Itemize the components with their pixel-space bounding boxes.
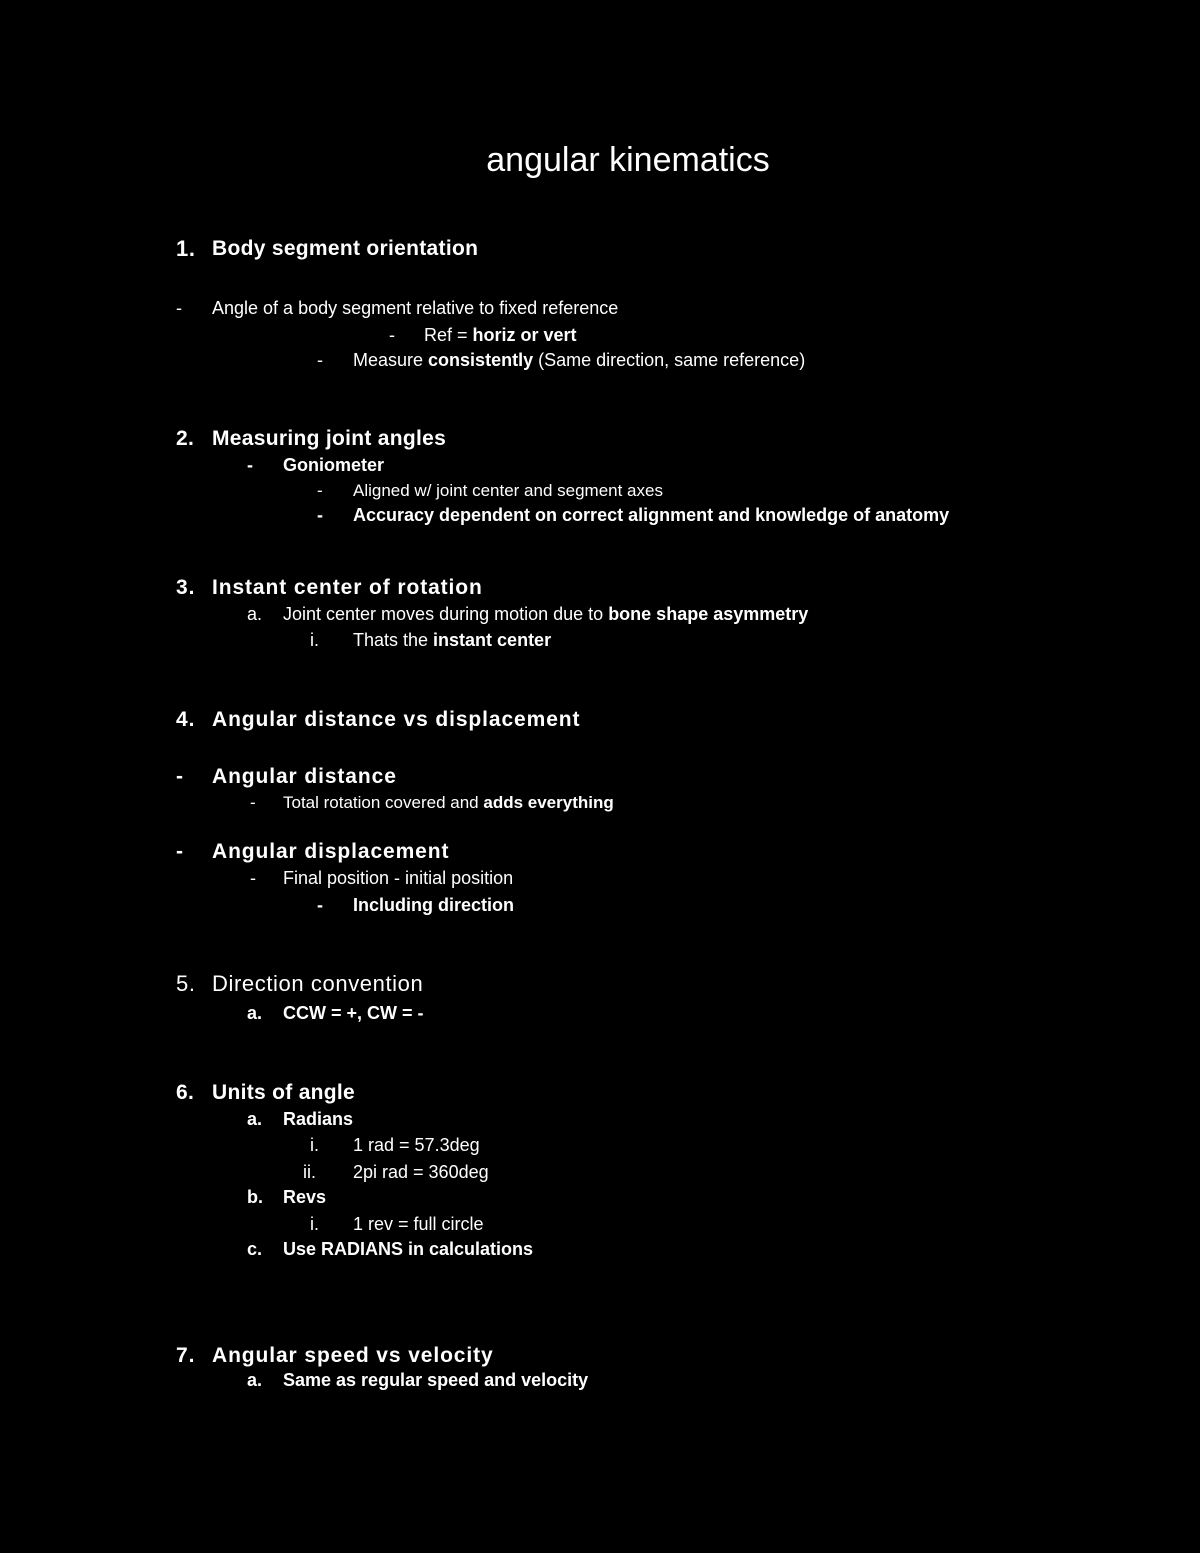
goniometer-label: Goniometer	[283, 455, 385, 475]
list-marker: c.	[247, 1239, 263, 1259]
list-marker: i.	[310, 630, 319, 650]
instant-center-line	[353, 631, 551, 649]
total-rotation-text: Total rotation covered and	[283, 793, 484, 812]
joint-center-line	[283, 605, 808, 623]
measure-post-text: (Same direction, same reference)	[533, 350, 806, 370]
bullet-dash: -	[176, 840, 184, 863]
ccw-convention-line: CCW = +, CW = -	[283, 1003, 424, 1023]
ref-bold-text: horiz or vert	[472, 325, 577, 345]
aligned-line: Aligned w/ joint center and segment axes	[353, 481, 663, 500]
bullet-dash: -	[247, 455, 253, 475]
measure-bold-text: consistently	[428, 350, 534, 370]
bullet-dash: -	[250, 868, 256, 888]
joint-center-bold-text: bone shape asymmetry	[608, 604, 809, 624]
accuracy-line: Accuracy dependent on correct alignment and knowledge of anatomy	[353, 505, 950, 525]
measure-text: Measure	[353, 350, 429, 370]
page-title: angular kinematics	[486, 141, 770, 179]
section-1-number: 1.	[176, 236, 196, 261]
joint-center-text: Joint center moves during motion due to	[283, 604, 609, 624]
total-rotation-bold-text: adds everything	[483, 793, 614, 812]
list-marker: b.	[247, 1187, 263, 1207]
bullet-dash: -	[389, 325, 395, 345]
angular-displacement-heading: Angular displacement	[212, 840, 450, 863]
list-marker: i.	[310, 1214, 319, 1234]
bullet-dash: -	[176, 298, 182, 318]
measure-line	[353, 351, 805, 369]
list-marker: ii.	[303, 1162, 316, 1182]
section-7-heading: Angular speed vs velocity	[212, 1344, 494, 1367]
use-radians-line: Use RADIANS in calculations	[283, 1239, 534, 1259]
section-1-heading: Body segment orientation	[212, 237, 479, 260]
section-6-heading: Units of angle	[212, 1081, 356, 1104]
section-1-line: Angle of a body segment relative to fixed reference	[212, 298, 619, 318]
bullet-dash: -	[176, 765, 184, 788]
section-5-heading: Direction convention	[212, 971, 424, 996]
including-direction-line: Including direction	[353, 895, 514, 915]
bullet-dash: -	[317, 505, 323, 525]
instant-center-bold-text: instant center	[433, 630, 552, 650]
revs-label: Revs	[283, 1187, 327, 1207]
section-2-heading: Measuring joint angles	[212, 427, 447, 450]
section-5-number: 5.	[176, 971, 196, 996]
pi-conversion-line: 2pi rad = 360deg	[353, 1162, 489, 1182]
rad-conversion-line: 1 rad = 57.3deg	[353, 1135, 480, 1155]
list-marker: a.	[247, 1003, 263, 1023]
total-rotation-line	[283, 794, 614, 811]
section-6-number: 6.	[176, 1081, 195, 1104]
list-marker: a.	[247, 1109, 263, 1129]
same-as-regular-line: Same as regular speed and velocity	[283, 1370, 589, 1390]
section-3-heading: Instant center of rotation	[212, 576, 483, 599]
section-4-number: 4.	[176, 708, 196, 731]
ref-text: Ref =	[424, 325, 473, 345]
bullet-dash: -	[317, 350, 323, 370]
section-2-number: 2.	[176, 427, 195, 450]
section-4-heading: Angular distance vs displacement	[212, 708, 581, 731]
bullet-dash: -	[317, 481, 323, 500]
rev-conversion-line: 1 rev = full circle	[353, 1214, 484, 1234]
list-marker: i.	[310, 1135, 319, 1155]
list-marker: a.	[247, 604, 263, 624]
radians-label: Radians	[283, 1109, 354, 1129]
ref-line	[424, 326, 577, 344]
bullet-dash: -	[317, 895, 323, 915]
bullet-dash: -	[250, 793, 256, 812]
section-7-number: 7.	[176, 1344, 196, 1367]
instant-center-text: Thats the	[353, 630, 434, 650]
section-3-number: 3.	[176, 576, 196, 599]
angular-distance-heading: Angular distance	[212, 765, 397, 788]
final-position-line: Final position - initial position	[283, 868, 514, 888]
list-marker: a.	[247, 1370, 263, 1390]
